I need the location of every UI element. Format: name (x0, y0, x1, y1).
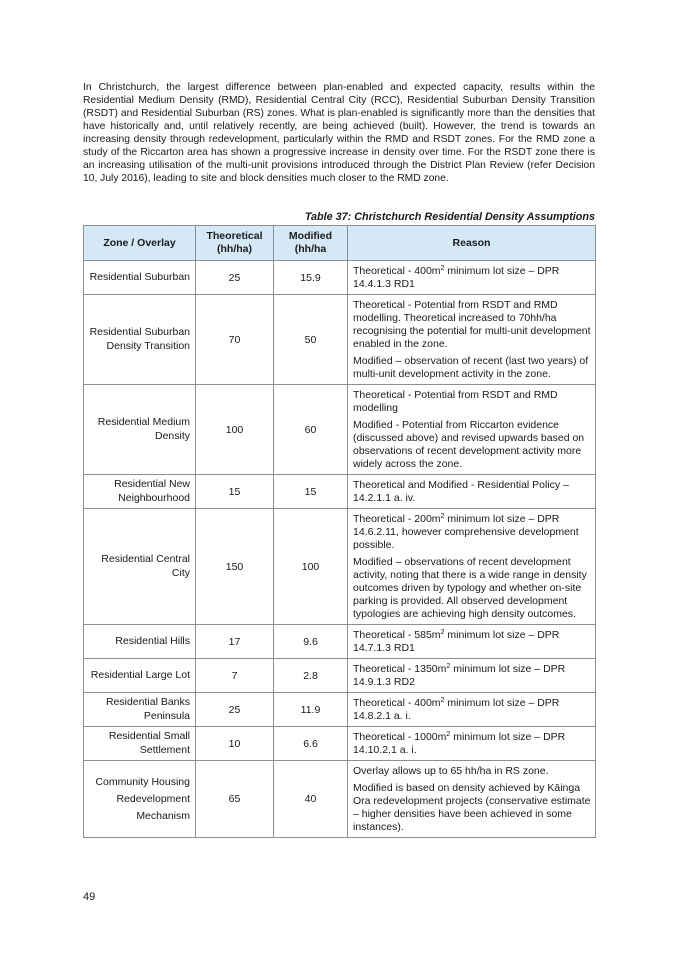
header-reason: Reason (348, 226, 596, 261)
table-row (84, 261, 596, 295)
reason-text: Theoretical - $400m^2$ minimum lot size – DPR 14.4.1.3 RD1 (353, 265, 560, 290)
reason-cell (348, 659, 596, 693)
theoretical-cell: 7 (196, 659, 274, 693)
modified-cell: 60 (274, 385, 348, 475)
modified-cell: 2.8 (274, 659, 348, 693)
header-zone: Zone / Overlay (84, 226, 196, 261)
reason-text: Theoretical - Potential from RSDT and RMD modelling. Theoretical increased to 70hh/ha recognising the potential for multi-unit development enabled in the zone. (353, 299, 591, 350)
zone-cell: Residential Hills (84, 625, 196, 659)
theoretical-cell: 70 (196, 295, 274, 385)
modified-cell: 50 (274, 295, 348, 385)
reason-text: Theoretical - $585m^2$ minimum lot size – DPR 14.7.1.3 RD1 (353, 629, 560, 654)
table-row (84, 625, 596, 659)
reason-text-modified: Modified is based on density achieved by Kāinga Ora redevelopment projects (conservative estimate – higher densities have been achieved in some instances). (353, 782, 591, 833)
table-row (84, 509, 596, 625)
modified-cell: 15 (274, 475, 348, 509)
zone-cell: Residential Suburban Density Transition (84, 295, 196, 385)
reason-text-modified: Modified – observations of recent development activity, noting that there is a wide range in density outcomes driven by typology and whether on-site parking is provided. All observed development typologies are achieving high density outcomes. (353, 556, 587, 620)
zone-cell: Community Housing Redevelopment Mechanism (84, 761, 196, 838)
table-row (84, 659, 596, 693)
zone-cell: Residential Small Settlement (84, 727, 196, 761)
modified-cell: 6.6 (274, 727, 348, 761)
reason-cell (348, 475, 596, 509)
reason-cell (348, 509, 596, 625)
table-row (84, 475, 596, 509)
reason-cell (348, 261, 596, 295)
modified-cell: 100 (274, 509, 348, 625)
reason-cell (348, 727, 596, 761)
modified-cell: 40 (274, 761, 348, 838)
theoretical-cell: 150 (196, 509, 274, 625)
theoretical-cell: 25 (196, 261, 274, 295)
reason-cell (348, 761, 596, 838)
table-row (84, 727, 596, 761)
header-theoretical: Theoretical (hh/ha) (196, 226, 274, 261)
zone-cell: Residential Suburban (84, 261, 196, 295)
header-modified: Modified (hh/ha (274, 226, 348, 261)
page-number: 49 (83, 891, 96, 903)
table-row (84, 761, 596, 838)
reason-text-modified: Modified - Potential from Riccarton evidence (discussed above) and revised upwards based on observations of recent development activity more widely across the zone. (353, 419, 585, 470)
table-row (84, 295, 596, 385)
modified-cell: 11.9 (274, 693, 348, 727)
modified-cell: 15.9 (274, 261, 348, 295)
zone-cell: Residential Central City (84, 509, 196, 625)
table-row (84, 385, 596, 475)
reason-text: Overlay allows up to 65 hh/ha in RS zone. (353, 765, 549, 777)
reason-cell (348, 625, 596, 659)
reason-text-modified: Modified – observation of recent (last two years) of multi-unit development activity in the zone. (353, 355, 589, 380)
reason-text: Theoretical and Modified - Residential Policy – 14.2.1.1 a. iv. (353, 479, 569, 504)
reason-text: Theoretical - $400m^2$ minimum lot size – DPR 14.8.2.1 a. i. (353, 697, 560, 722)
zone-cell: Residential New Neighbourhood (84, 475, 196, 509)
zone-cell: Residential Banks Peninsula (84, 693, 196, 727)
reason-text: Theoretical - $200m^2$ minimum lot size – DPR 14.6.2.11, however comprehensive development possible. (353, 513, 579, 551)
reason-cell (348, 385, 596, 475)
theoretical-cell: 100 (196, 385, 274, 475)
density-assumptions-table (83, 225, 596, 838)
theoretical-cell: 17 (196, 625, 274, 659)
reason-cell (348, 693, 596, 727)
theoretical-cell: 15 (196, 475, 274, 509)
reason-cell (348, 295, 596, 385)
zone-cell: Residential Large Lot (84, 659, 196, 693)
reason-text: Theoretical - Potential from RSDT and RMD modelling (353, 389, 558, 414)
table-row (84, 693, 596, 727)
theoretical-cell: 10 (196, 727, 274, 761)
intro-paragraph: In Christchurch, the largest difference between plan-enabled and expected capacity, results within the Residential Medium Density (RMD), Residential Central City (RCC), Residential Suburban Density Transition (RSDT) and Residential Suburban (RS) zones. What is plan-enabled is significantly more than the densities that have historically and, until relatively recently, are being achieved (built). However, the trend is towards an increasing density through redevelopment, particularly within the RMD and RSDT zones. For the RMD zone a study of the Riccarton area has shown a progressive increase in density over time. For the RSDT zone there is an increasing utilisation of the multi-unit provisions introduced through the District Plan Review (refer Decision 10, July 2016), leading to site and block densities much closer to the RMD zone. (83, 82, 595, 185)
table-header-row (84, 226, 596, 261)
reason-text: Theoretical - $1350m^2$ minimum lot size – DPR 14.9.1.3 RD2 (353, 663, 566, 688)
theoretical-cell: 25 (196, 693, 274, 727)
reason-text: Theoretical - $1000m^2$ minimum lot size – DPR 14.10.2.1 a. i. (353, 731, 566, 756)
table-caption: Table 37: Christchurch Residential Density Assumptions (304, 211, 595, 223)
theoretical-cell: 65 (196, 761, 274, 838)
modified-cell: 9.6 (274, 625, 348, 659)
zone-cell: Residential Medium Density (84, 385, 196, 475)
